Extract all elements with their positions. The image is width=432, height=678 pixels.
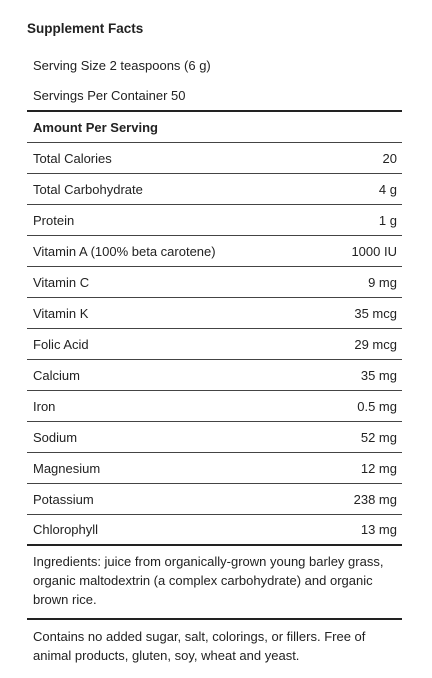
nutrient-row xyxy=(27,453,402,484)
nutrient-amount: 238 mg xyxy=(353,491,397,507)
nutrient-amount: 1 g xyxy=(378,212,397,228)
nutrient-row xyxy=(27,143,402,174)
nutrient-name: Potassium xyxy=(33,491,94,507)
nutrient-row xyxy=(27,515,402,546)
nutrient-amount: 13 mg xyxy=(360,522,397,537)
nutrient-row xyxy=(27,298,402,329)
amount-per-serving-label: Amount Per Serving xyxy=(33,119,158,135)
nutrient-name: Folic Acid xyxy=(33,336,89,352)
nutrient-amount: 9 mg xyxy=(368,274,397,290)
nutrient-name: Vitamin A (100% beta carotene) xyxy=(33,243,216,259)
nutrient-name: Sodium xyxy=(33,429,78,445)
nutrient-amount: 20 xyxy=(382,150,397,166)
page-title: Supplement Facts xyxy=(27,21,144,36)
nutrient-name: Chlorophyll xyxy=(33,522,99,537)
nutrient-row xyxy=(27,422,402,453)
nutrient-amount: 0.5 mg xyxy=(357,398,397,414)
nutrient-name: Vitamin C xyxy=(33,274,90,290)
nutrient-amount: 35 mg xyxy=(360,367,397,383)
nutrient-amount: 35 mcg xyxy=(354,305,397,321)
supplement-facts-panel xyxy=(27,50,402,673)
nutrient-amount: 52 mg xyxy=(360,429,397,445)
nutrient-row xyxy=(27,174,402,205)
nutrient-name: Calcium xyxy=(33,367,80,383)
nutrient-row xyxy=(27,360,402,391)
nutrient-row xyxy=(27,391,402,422)
servings-per-container-text: Servings Per Container 50 xyxy=(33,88,186,103)
nutrient-name: Vitamin K xyxy=(33,305,89,321)
ingredients-text: Ingredients: juice from organically-grown young barley grass, organic maltodextrin (a complex carbohydrate) and organic brown rice. xyxy=(27,546,402,620)
nutrient-list xyxy=(27,143,402,546)
nutrient-name: Magnesium xyxy=(33,460,101,476)
nutrient-amount: 4 g xyxy=(378,181,397,197)
nutrient-row xyxy=(27,484,402,515)
nutrient-row xyxy=(27,236,402,267)
nutrient-name: Total Calories xyxy=(33,150,112,166)
nutrient-amount: 12 mg xyxy=(360,460,397,476)
nutrient-name: Iron xyxy=(33,398,56,414)
amount-per-serving-header xyxy=(27,112,402,143)
nutrient-name: Total Carbohydrate xyxy=(33,181,143,197)
nutrient-row xyxy=(27,267,402,298)
nutrient-amount: 1000 IU xyxy=(351,243,397,259)
dietary-notice-text: Contains no added sugar, salt, colorings, or fillers. Free of animal products, gluten, soy, wheat and yeast. xyxy=(33,629,366,663)
nutrient-amount: 29 mcg xyxy=(354,336,397,352)
nutrient-row xyxy=(27,205,402,236)
nutrient-row xyxy=(27,329,402,360)
serving-size-text: Serving Size 2 teaspoons (6 g) xyxy=(33,58,211,73)
nutrient-name: Protein xyxy=(33,212,75,228)
serving-size-row xyxy=(27,50,402,81)
servings-per-container-row xyxy=(27,81,402,112)
